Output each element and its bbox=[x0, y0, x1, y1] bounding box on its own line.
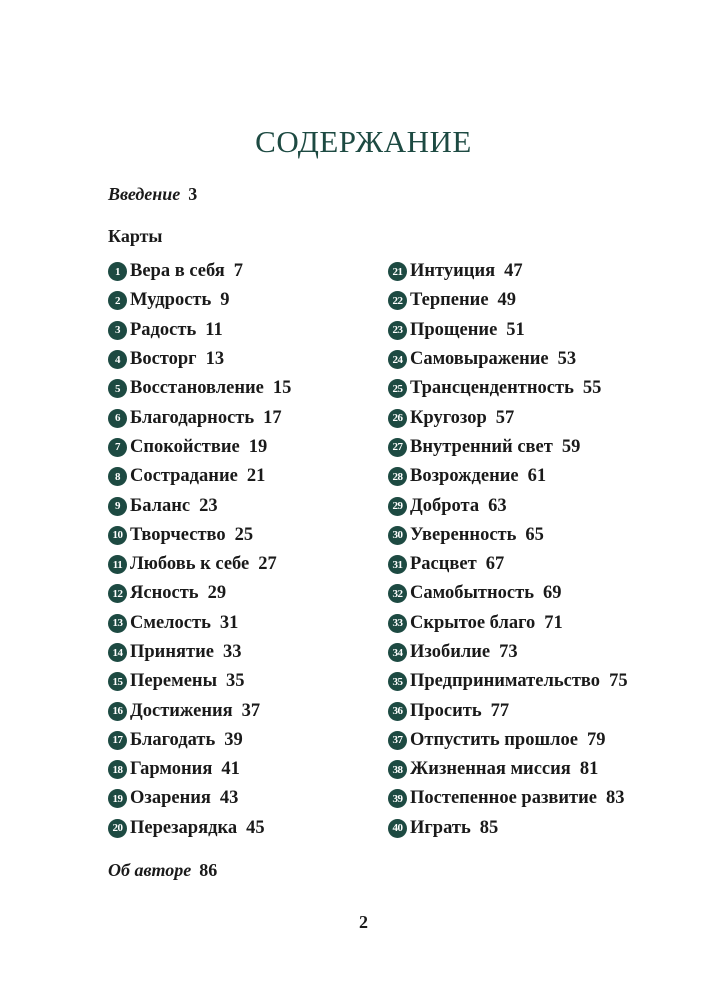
number-circle-icon: 37 bbox=[388, 731, 407, 750]
toc-entry[interactable] bbox=[388, 579, 628, 608]
number-circle-icon: 29 bbox=[388, 497, 407, 516]
toc-entry-label: Гармония bbox=[130, 759, 213, 780]
toc-entry-label: Восторг bbox=[130, 349, 197, 370]
number-circle-icon: 8 bbox=[108, 467, 127, 486]
toc-entry-page: 31 bbox=[219, 612, 239, 633]
toc-entry-label: Самобытность bbox=[410, 583, 534, 604]
toc-entry[interactable] bbox=[388, 609, 628, 638]
toc-entry[interactable] bbox=[108, 316, 291, 345]
toc-entry[interactable] bbox=[108, 521, 291, 550]
toc-entry-label: Жизненная миссия bbox=[410, 759, 571, 780]
toc-entry-page: 55 bbox=[582, 378, 602, 399]
toc-entry-page: 29 bbox=[207, 583, 227, 604]
toc-entry-page: 43 bbox=[219, 788, 239, 809]
number-circle-icon: 17 bbox=[108, 731, 127, 750]
number-circle-icon: 38 bbox=[388, 760, 407, 779]
number-circle-icon: 30 bbox=[388, 526, 407, 545]
toc-entry-page: 35 bbox=[226, 671, 245, 692]
toc-entry-page: 85 bbox=[479, 817, 499, 838]
toc-entry[interactable] bbox=[108, 814, 291, 843]
toc-entry-page: 53 bbox=[557, 349, 577, 370]
toc-entry-page: 17 bbox=[263, 407, 282, 428]
number-circle-icon: 12 bbox=[108, 584, 127, 603]
toc-entry-label: Уверенность bbox=[410, 524, 517, 545]
toc-entry-label: Достижения bbox=[130, 700, 233, 721]
number-circle-icon: 13 bbox=[108, 614, 127, 633]
toc-entry[interactable] bbox=[388, 521, 628, 550]
toc-entry-label: Озарения bbox=[130, 788, 211, 809]
toc-entry-label: Самовыражение bbox=[410, 349, 549, 370]
toc-entry-page: 23 bbox=[199, 495, 218, 516]
toc-entry[interactable] bbox=[108, 726, 291, 755]
toc-entry[interactable] bbox=[108, 374, 291, 403]
toc-entry[interactable] bbox=[388, 784, 628, 813]
toc-entry-label: Постепенное развитие bbox=[410, 788, 598, 809]
toc-entry-page: 15 bbox=[272, 378, 292, 399]
number-circle-icon: 24 bbox=[388, 350, 407, 369]
toc-entry-label: Радость bbox=[130, 319, 197, 340]
toc-entry-label: Перезарядка bbox=[130, 817, 238, 838]
toc-column-left bbox=[108, 257, 291, 843]
toc-entry-label: Кругозор bbox=[410, 407, 487, 428]
toc-entry[interactable] bbox=[108, 433, 291, 462]
toc-entry-page: 49 bbox=[497, 290, 517, 311]
number-circle-icon: 26 bbox=[388, 409, 407, 428]
about-author-label: Об авторе bbox=[108, 860, 192, 880]
toc-entry-page: 77 bbox=[490, 700, 510, 721]
toc-entry-label: Восстановление bbox=[130, 378, 264, 399]
toc-entry-page: 83 bbox=[606, 788, 625, 809]
toc-entry[interactable] bbox=[108, 755, 291, 784]
number-circle-icon: 15 bbox=[108, 672, 127, 691]
toc-entry[interactable] bbox=[108, 638, 291, 667]
toc-entry-page: 47 bbox=[504, 261, 523, 282]
toc-entry[interactable] bbox=[108, 257, 291, 286]
toc-entry-page: 25 bbox=[234, 524, 254, 545]
number-circle-icon: 10 bbox=[108, 526, 127, 545]
toc-entry-label: Любовь к себе bbox=[130, 554, 250, 575]
toc-entry[interactable] bbox=[388, 726, 628, 755]
toc-entry[interactable] bbox=[108, 579, 291, 608]
number-circle-icon: 5 bbox=[108, 379, 127, 398]
toc-entry[interactable] bbox=[388, 433, 628, 462]
number-circle-icon: 20 bbox=[108, 819, 127, 838]
toc-entry-label: Предпринимательство bbox=[410, 671, 601, 692]
toc-entry[interactable] bbox=[108, 784, 291, 813]
toc-entry[interactable] bbox=[108, 403, 291, 432]
toc-entry-label: Отпустить прошлое bbox=[410, 729, 578, 750]
toc-entry[interactable] bbox=[108, 491, 291, 520]
number-circle-icon: 39 bbox=[388, 789, 407, 808]
number-circle-icon: 27 bbox=[388, 438, 407, 457]
toc-entry-page: 19 bbox=[248, 436, 268, 457]
toc-entry[interactable] bbox=[108, 550, 291, 579]
toc-entry[interactable] bbox=[388, 316, 628, 345]
toc-entry-page: 27 bbox=[258, 554, 277, 575]
toc-entry[interactable] bbox=[388, 345, 628, 374]
about-author-page: 86 bbox=[199, 860, 218, 880]
toc-entry-label: Смелость bbox=[130, 612, 211, 633]
toc-entry[interactable] bbox=[108, 696, 291, 725]
toc-entry-page: 71 bbox=[544, 612, 563, 633]
toc-entry-label: Вера в себя bbox=[130, 261, 225, 282]
toc-entry-page: 69 bbox=[543, 583, 562, 604]
number-circle-icon: 9 bbox=[108, 497, 127, 516]
toc-entry-label: Прощение bbox=[410, 319, 498, 340]
introduction-page: 3 bbox=[188, 184, 198, 204]
number-circle-icon: 19 bbox=[108, 789, 127, 808]
toc-entry-page: 75 bbox=[609, 671, 628, 692]
toc-entry-label: Ясность bbox=[130, 583, 199, 604]
toc-entry-label: Доброта bbox=[410, 495, 480, 516]
toc-entry-label: Скрытое благо bbox=[410, 612, 536, 633]
number-circle-icon: 23 bbox=[388, 321, 407, 340]
toc-entry[interactable] bbox=[388, 696, 628, 725]
toc-entry-page: 39 bbox=[224, 729, 243, 750]
toc-entry[interactable] bbox=[388, 667, 628, 696]
toc-entry-page: 33 bbox=[222, 642, 242, 662]
toc-entry-label: Изобилие bbox=[410, 642, 491, 662]
number-circle-icon: 32 bbox=[388, 584, 407, 603]
toc-entry-label: Благодать bbox=[130, 729, 216, 750]
toc-entry-page: 65 bbox=[525, 524, 544, 545]
toc-entry-label: Просить bbox=[410, 700, 482, 721]
toc-entry[interactable] bbox=[388, 814, 628, 843]
number-circle-icon: 3 bbox=[108, 321, 127, 340]
toc-entry[interactable] bbox=[388, 257, 628, 286]
toc-entry-label: Трансцендентность bbox=[410, 378, 574, 399]
toc-entry-label: Внутренний свет bbox=[410, 436, 553, 457]
toc-entry-page: 67 bbox=[485, 554, 505, 575]
toc-entry-page: 37 bbox=[241, 700, 261, 721]
toc-entry-page: 79 bbox=[586, 729, 606, 750]
section-label-cards: Карты bbox=[108, 226, 163, 246]
number-circle-icon: 11 bbox=[108, 555, 127, 574]
toc-entry-about-author[interactable] bbox=[108, 860, 217, 881]
toc-entry-label: Спокойствие bbox=[130, 436, 240, 457]
number-circle-icon: 4 bbox=[108, 350, 127, 369]
toc-entry-page: 51 bbox=[506, 319, 525, 340]
toc-entry[interactable] bbox=[388, 462, 628, 491]
toc-entry-page: 73 bbox=[499, 642, 518, 662]
number-circle-icon: 25 bbox=[388, 379, 407, 398]
page-title: СОДЕРЖАНИЕ bbox=[255, 123, 472, 159]
page-number: 2 bbox=[359, 912, 368, 932]
toc-entry-page: 7 bbox=[233, 261, 244, 282]
number-circle-icon: 2 bbox=[108, 291, 127, 310]
toc-entry-page: 59 bbox=[561, 436, 581, 457]
number-circle-icon: 1 bbox=[108, 262, 127, 281]
toc-entry[interactable] bbox=[388, 638, 628, 667]
toc-entry-page: 21 bbox=[246, 466, 266, 487]
number-circle-icon: 21 bbox=[388, 262, 407, 281]
toc-entry-page: 45 bbox=[246, 817, 265, 838]
number-circle-icon: 18 bbox=[108, 760, 127, 779]
toc-entry-page: 9 bbox=[220, 290, 230, 311]
toc-entry-label: Возрождение bbox=[410, 466, 519, 487]
number-circle-icon: 36 bbox=[388, 702, 407, 721]
toc-entry[interactable] bbox=[108, 462, 291, 491]
toc-entry-page: 13 bbox=[205, 349, 225, 370]
number-circle-icon: 22 bbox=[388, 291, 407, 310]
toc-entry[interactable] bbox=[108, 667, 291, 696]
toc-entry[interactable] bbox=[388, 491, 628, 520]
number-circle-icon: 31 bbox=[388, 555, 407, 574]
number-circle-icon: 7 bbox=[108, 438, 127, 457]
toc-entry[interactable] bbox=[388, 550, 628, 579]
toc-entry-page: 11 bbox=[205, 319, 223, 340]
number-circle-icon: 16 bbox=[108, 702, 127, 721]
toc-entry-label: Благодарность bbox=[130, 407, 255, 428]
toc-entry[interactable] bbox=[388, 755, 628, 784]
number-circle-icon: 28 bbox=[388, 467, 407, 486]
toc-entry-page: 61 bbox=[527, 466, 547, 487]
toc-entry[interactable] bbox=[388, 374, 628, 403]
toc-entry-label: Терпение bbox=[410, 290, 489, 311]
toc-column-right bbox=[388, 257, 628, 843]
toc-entry-label: Перемены bbox=[130, 671, 218, 692]
number-circle-icon: 34 bbox=[388, 643, 407, 662]
toc-entry-label: Баланс bbox=[130, 495, 191, 516]
toc-entry[interactable] bbox=[108, 609, 291, 638]
toc-entry-label: Творчество bbox=[130, 524, 226, 545]
number-circle-icon: 33 bbox=[388, 614, 407, 633]
toc-entry-label: Играть bbox=[410, 817, 471, 838]
toc-entry-page: 57 bbox=[495, 407, 515, 428]
toc-entry-page: 81 bbox=[579, 759, 599, 780]
number-circle-icon: 40 bbox=[388, 819, 407, 838]
toc-entry-label: Сострадание bbox=[130, 466, 238, 487]
toc-entry-label: Интуиция bbox=[410, 261, 496, 282]
toc-entry-page: 41 bbox=[221, 759, 240, 780]
number-circle-icon: 14 bbox=[108, 643, 127, 662]
toc-entry[interactable] bbox=[388, 403, 628, 432]
number-circle-icon: 35 bbox=[388, 672, 407, 691]
toc-entry[interactable] bbox=[108, 286, 291, 315]
toc-entry-introduction[interactable] bbox=[108, 184, 197, 205]
toc-entry[interactable] bbox=[388, 286, 628, 315]
toc-entry-label: Мудрость bbox=[130, 290, 212, 311]
toc-entry-page: 63 bbox=[488, 495, 507, 516]
introduction-label: Введение bbox=[108, 184, 181, 204]
toc-entry-label: Расцвет bbox=[410, 554, 477, 575]
toc-entry-label: Принятие bbox=[130, 642, 214, 662]
number-circle-icon: 6 bbox=[108, 409, 127, 428]
toc-entry[interactable] bbox=[108, 345, 291, 374]
